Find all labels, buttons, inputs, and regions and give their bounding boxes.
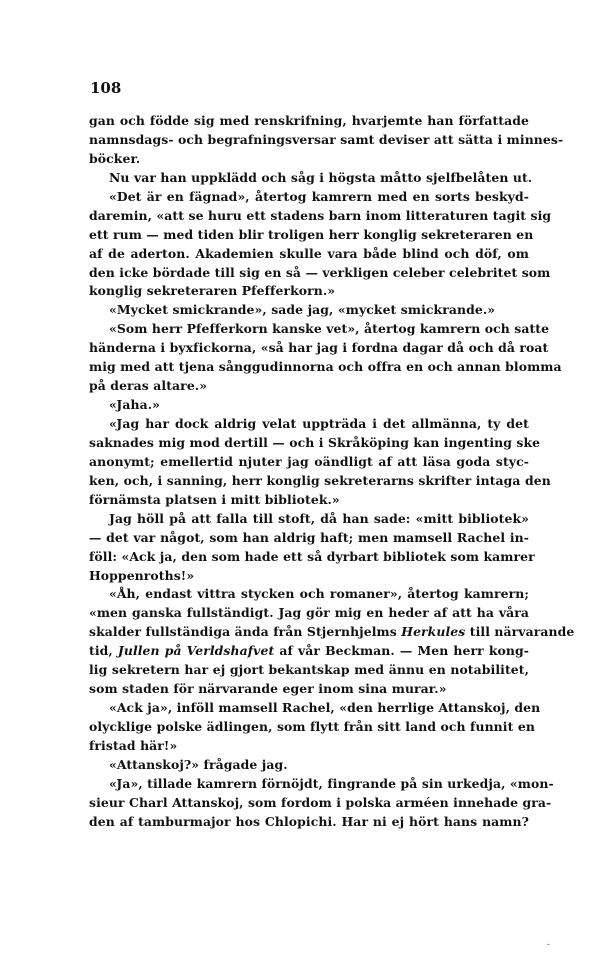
text-line: Jag höll på att falla till stoft, då han sade: «mitt bibliotek»: [109, 510, 529, 526]
italic-title: Herkules: [401, 624, 466, 640]
text-segment: till närvarande: [465, 624, 575, 640]
text-line: gan och födde sig med renskrifning, hvarjemte han författade: [89, 113, 529, 128]
text-line: [89, 623, 575, 642]
text-line: den icke bördade till sig en så — verkligen celeber celebritet som: [89, 264, 551, 280]
text-line: lig sekretern har ej gjort bekantskap med ännu en notabilitet,: [89, 662, 529, 678]
text-line: daremin, «att se huru ett stadens barn inom litteraturen tagit sig: [89, 207, 552, 223]
page-number: 108: [90, 79, 122, 97]
text-line: på deras altare.»: [89, 378, 208, 394]
text-line: af de aderton. Akademien skulle vara både blind och döf, om: [89, 245, 529, 261]
text-line: mig med att tjena sånggudinnorna och offra en och annan blomma: [89, 359, 562, 375]
text-line: «Ack ja», inföll mamsell Rachel, «den herrlige Attanskoj, den: [109, 700, 541, 716]
text-line: Hoppenroths!»: [89, 567, 195, 583]
text-line: «Mycket smickrande», sade jag, «mycket smickrande.»: [109, 302, 496, 318]
text-line: «Jaha.»: [109, 397, 160, 413]
text-line: «men ganska fullständigt. Jag gör mig en heder af att ha våra: [89, 605, 529, 621]
text-line: «Det är en fägnad», återtog kamrern med en sorts beskyd-: [109, 188, 529, 204]
text-line: förnämsta platsen i mitt bibliotek.»: [89, 491, 340, 507]
text-line: anonymt; emellertid njuter jag oändligt af att läsa goda styc-: [89, 453, 529, 469]
text-line: ken, och, i sanning, herr konglig sekreterarns skrifter intaga den: [89, 472, 551, 488]
text-line: namnsdags- och begrafningsversar samt deviser att sätta i minnes-: [89, 131, 564, 147]
text-line: «Attanskoj?» frågade jag.: [109, 756, 288, 772]
text-line: «Jag har dock aldrig velat uppträda i det allmänna, ty det: [109, 416, 529, 431]
text-line: böcker.: [89, 150, 141, 166]
italic-title: Jullen på Verldshafvet: [117, 643, 275, 659]
text-line: konglig sekreteraren Pfefferkorn.»: [89, 283, 336, 299]
text-line: den af tamburmajor hos Chlopichi. Har ni ej hört hans namn?: [89, 813, 529, 829]
text-line: händerna i byxfickorna, «så har jag i fordna dagar då och då roat: [89, 340, 549, 356]
text-segment: af vår Beckman. — Men herr kong-: [274, 643, 529, 659]
text-line: som staden för närvarande eger inom sina murar.»: [89, 681, 447, 697]
body-text: [89, 112, 575, 832]
text-line: ett rum — med tiden blir troligen herr konglig sekreteraren en: [89, 226, 534, 242]
text-line: olycklige polske ädlingen, som flytt från sitt land och funnit en: [89, 719, 535, 734]
text-line: [89, 642, 529, 661]
text-segment: tid,: [89, 643, 118, 659]
text-line: fristad här!»: [89, 737, 178, 753]
text-line: «Åh, endast vittra stycken och romaner», återtog kamrern;: [109, 586, 529, 602]
text-line: «Ja», tillade kamrern förnöjdt, fingrande på sin urkedja, «mon-: [109, 775, 554, 791]
text-line: «Som herr Pfefferkorn kanske vet», återtog kamrern och satte: [109, 321, 550, 337]
footer-mark: -: [547, 940, 551, 950]
text-line: saknades mig mod dertill — och i Skråköping kan ingenting ske: [89, 434, 541, 450]
text-segment: skalder fullständiga ända från Stjernhjelms: [89, 624, 402, 640]
text-line: Nu var han uppklädd och såg i högsta måtto sjelfbelåten ut.: [109, 169, 533, 185]
text-line: sieur Charl Attanskoj, som fordom i polska arméen innehade gra-: [89, 794, 552, 810]
text-line: — det var något, som han aldrig haft; men mamsell Rachel in-: [89, 529, 529, 545]
text-line: föll: «Ack ja, den som hade ett så dyrbart bibliotek som kamrer: [89, 548, 535, 564]
